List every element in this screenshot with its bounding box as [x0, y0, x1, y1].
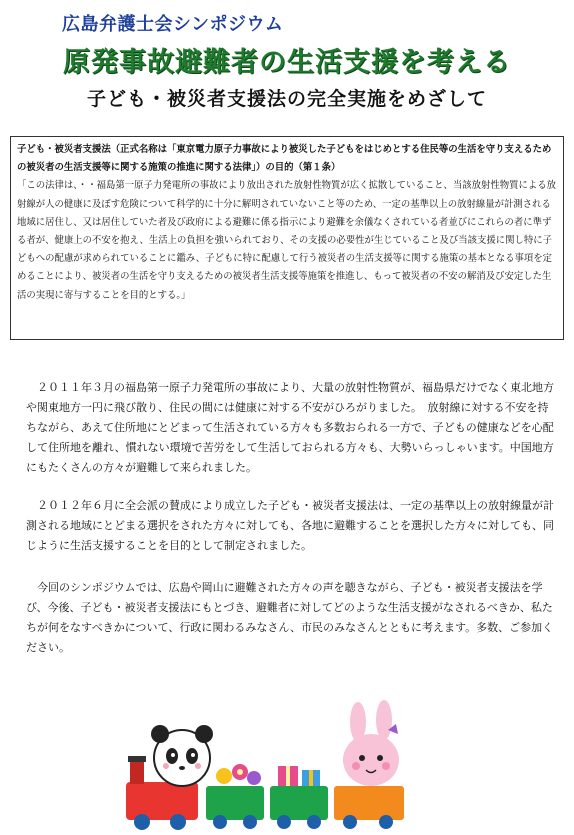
law-box-heading: 子ども・被災者支援法（正式名称は「東京電力原子力事故により被災した子どもをはじめとする住民等の生活を守り支えるための被災者の生活支援等に関する施策の推進に関する法律」）の目的（第１条）: [17, 144, 552, 174]
paragraph-2: ２０１２年６月に全会派の賛成により成立した子ども・被災者支援法は、一定の基準以上の放射線量が計測される地域にとどまる選択をされた方々に対しても、各地に避難することを選択した方々に対しても、同じように生活支援することを目的として制定されました。: [26, 499, 554, 552]
gift-car-icon: [270, 766, 328, 829]
page-subtitle: 子ども・被災者支援法の完全実施をめざして: [86, 88, 487, 110]
page-title: 原発事故避難者の生活支援を考える: [63, 47, 511, 78]
paragraph-1: ２０１１年３月の福島第一原子力発電所の事故により、大量の放射性物質が、福島県だけでなく東北地方や関東地方一円に飛び散り、住民の間には健康に対する不安がひろがりました。 放射線に対する不安を持ちながら、あえて住所地にとどまって生活されている方々も多数おられる一方で、子どもの健康などを心配して住所地を離れ、慣れない環境で苦労をして生活しておられる方々も、大勢いらっしゃいます。中国地方にもたくさんの方々が避難して来られました。: [26, 381, 554, 474]
paragraph-3: 今回のシンポジウムでは、広島や岡山に避難された方々の声を聴きながら、子ども・被災者支援法を学び、今後、子ども・被災者支援法にもとづき、避難者に対してどのような生活支援がなされるべきか、私たちが何をなすべきかについて、行政に関わるみなさん、市民のみなさんとともに考えます。多数、ご参加ください。: [26, 581, 554, 654]
flower-car-icon: [206, 764, 264, 829]
law-purpose-box: [10, 136, 564, 340]
train-illustration: [120, 700, 460, 830]
panda-icon: [151, 725, 213, 786]
law-box-body: 「この法律は、・・福島第一原子力発電所の事故により放出された放射性物質が広く拡散していること、当該放射性物質による放射線が人の健康に及ぼす危険について科学的に十分に解明されていないこと等のため、一定の基準以上の放射線量が計測される地域に居住し、又は居住していた者及び政府による避難に係る指示により避難を余儀なくされている者並びにこれらの者に準ずる者が、健康上の不安を抱え、生活上の負担を強いられており、その支援の必要性が生じていること及び当該支援に関し特に子どもへの配慮が求められていることに鑑み、子どもに特に配慮して行う被災者の生活支援等に関する施策の基本となる事項を定めることにより、被災者の生活を守り支えるための被災者生活支援等施策を推進し、もって被災者の不安の解消及び安定した生活の実現に寄与することを目的とする。」: [17, 180, 557, 301]
bunny-icon: [343, 700, 399, 786]
bunny-car-icon: [334, 786, 404, 829]
org-heading: 広島弁護士会シンポジウム: [62, 14, 284, 35]
